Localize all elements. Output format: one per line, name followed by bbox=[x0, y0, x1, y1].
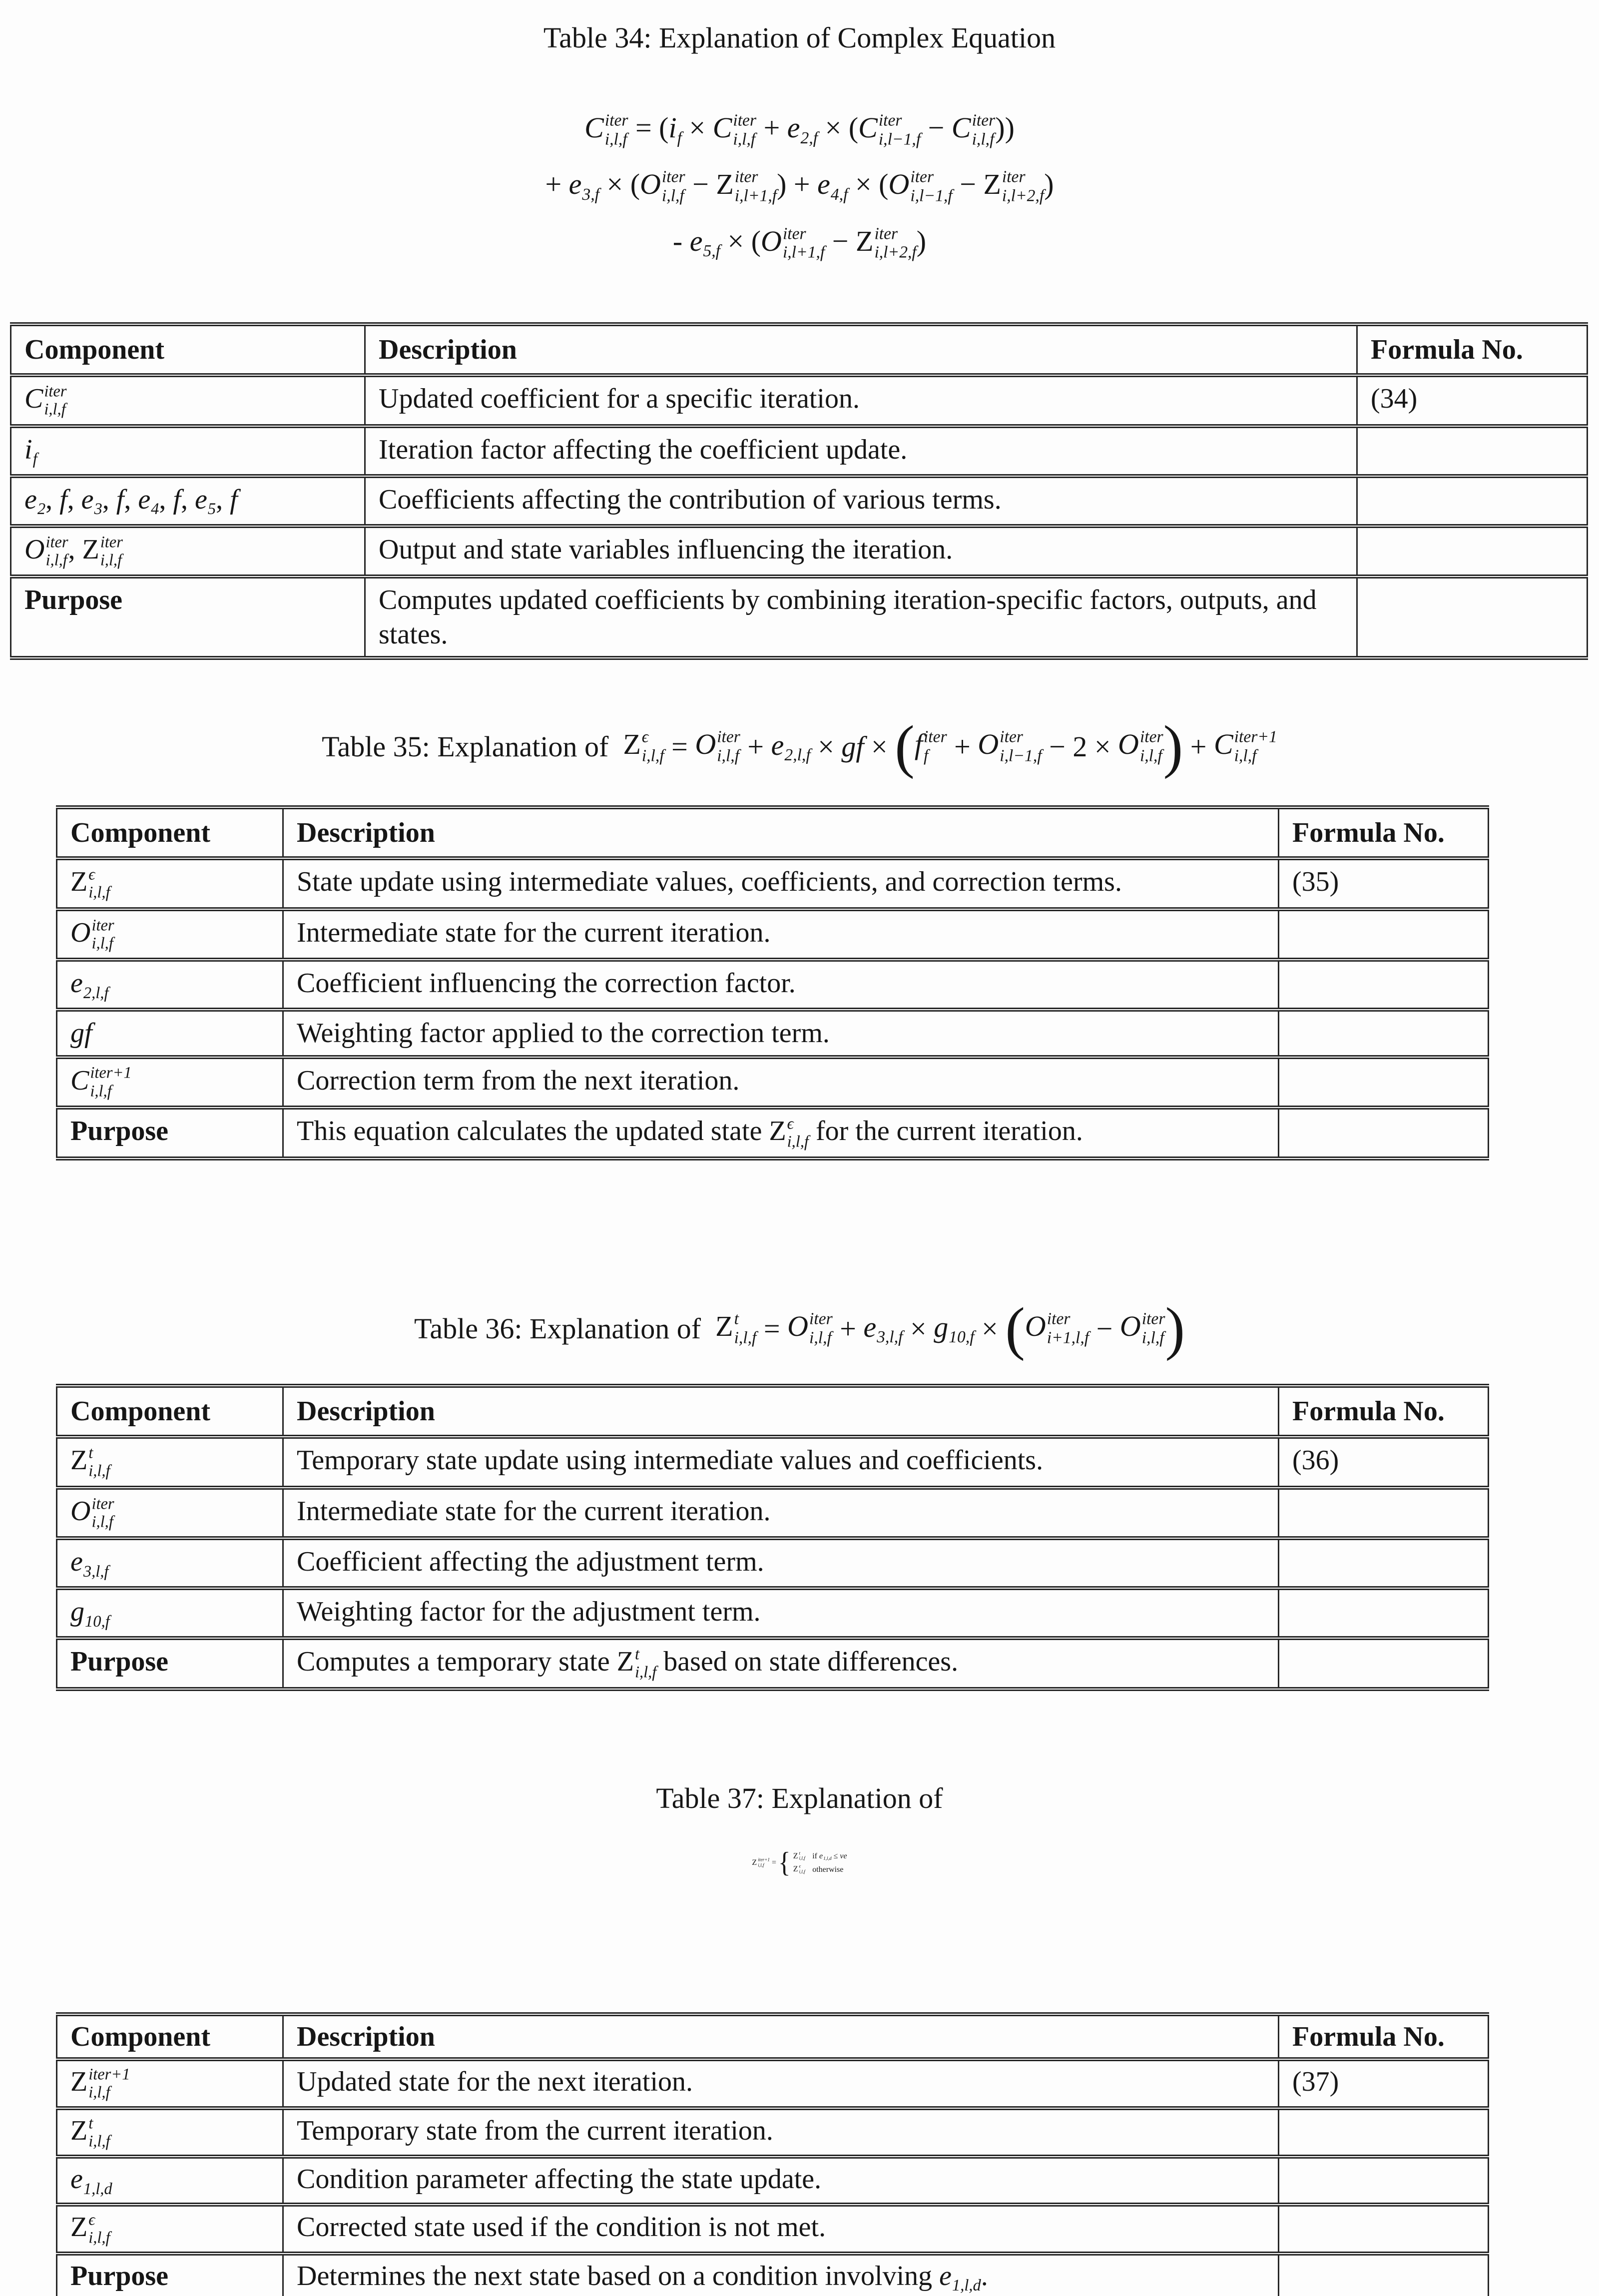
table-row bbox=[57, 1108, 1489, 1158]
math-symbol: O iter i,l,f bbox=[1119, 1309, 1165, 1347]
math-symbol: Z iter i,l,f bbox=[82, 533, 123, 570]
math-symbol: C iter+1 i,l,f bbox=[1213, 727, 1277, 765]
formula-cell: (34) bbox=[1357, 375, 1588, 426]
math-symbol: Z ϵ i,l,f bbox=[70, 2211, 110, 2248]
description-cell: Iteration factor affecting the coefficient update. bbox=[365, 426, 1357, 476]
component-cell: $e_2$, f, $e_3$, f, $e_4$, f, $e_5$, f bbox=[11, 476, 365, 526]
left-brace: { bbox=[778, 1846, 791, 1879]
description-cell: Output and state variables influencing the iteration. bbox=[365, 526, 1357, 577]
formula-cell bbox=[1279, 1108, 1489, 1158]
description-cell: Weighting factor applied to the correction term. bbox=[283, 1010, 1279, 1057]
math-symbol: C iter i,l,f bbox=[584, 111, 628, 149]
table34-caption: Table 34: Explanation of Complex Equation bbox=[543, 21, 1056, 54]
component-cell bbox=[57, 1538, 283, 1588]
header-description: Description bbox=[365, 324, 1357, 375]
table-row bbox=[57, 858, 1489, 909]
description-cell: Temporary state from the current iteration. bbox=[283, 2108, 1279, 2157]
math-symbol: Z iter+1 i,l,f bbox=[70, 2065, 130, 2102]
math-symbol: $e_{2,l,f}$ bbox=[771, 728, 811, 765]
math-symbol: Z iter+1 i,l,f bbox=[752, 1857, 770, 1868]
math-symbol: O iter i,l,f bbox=[695, 727, 740, 765]
header-row bbox=[57, 2014, 1489, 2059]
header-row bbox=[57, 1386, 1489, 1437]
math-symbol: O iter i,l−1,f bbox=[978, 727, 1042, 765]
math-symbol: $e_2$ bbox=[24, 484, 46, 519]
math-symbol: $e_{3,l,f}$ bbox=[70, 1546, 109, 1581]
header-row bbox=[11, 324, 1588, 375]
header-formula: Formula No. bbox=[1279, 2014, 1489, 2059]
component-cell bbox=[57, 2108, 283, 2157]
table34 bbox=[10, 322, 1588, 660]
math-symbol: $e_5$ bbox=[194, 484, 216, 519]
math-symbol: $e_{3,l,f}$ bbox=[863, 1310, 903, 1347]
component-cell bbox=[57, 2059, 283, 2108]
component-cell bbox=[57, 909, 283, 960]
math-symbol: Z t i,l,f bbox=[793, 1851, 805, 1862]
table34-display-equation bbox=[0, 111, 1599, 281]
header-formula: Formula No. bbox=[1357, 324, 1588, 375]
component-cell: gf bbox=[57, 1010, 283, 1057]
table-body bbox=[57, 858, 1489, 1158]
component-cell: Purpose bbox=[11, 576, 365, 658]
formula-cell bbox=[1279, 1010, 1489, 1057]
table-row bbox=[57, 2108, 1489, 2157]
math-symbol: $g_{10,f}$ bbox=[70, 1596, 110, 1631]
table-row bbox=[57, 1010, 1489, 1057]
math-symbol: O iter i,l,f bbox=[70, 1495, 114, 1531]
description-cell: Coefficients affecting the contribution of various terms. bbox=[365, 476, 1357, 526]
math-symbol: Z ϵ i,l,f bbox=[769, 1115, 809, 1151]
math-symbol: Z ϵ i,l,f bbox=[793, 1864, 805, 1875]
description-cell: Updated coefficient for a specific iteration. bbox=[365, 375, 1357, 426]
math-symbol: C iter i,l−1,f bbox=[858, 111, 921, 149]
math-symbol: $i_f$ bbox=[24, 434, 37, 469]
description-cell: Coefficient influencing the correction factor. bbox=[283, 960, 1279, 1010]
formula-cell: (37) bbox=[1279, 2059, 1489, 2108]
description-cell: Correction term from the next iteration. bbox=[283, 1057, 1279, 1108]
table36 bbox=[56, 1384, 1489, 1691]
math-symbol: C iter i,l,f bbox=[951, 111, 996, 149]
formula-cell bbox=[1279, 1588, 1489, 1638]
math-symbol: $e_3$ bbox=[81, 484, 102, 519]
table-row bbox=[11, 476, 1588, 526]
math-symbol: C iter+1 i,l,f bbox=[70, 1064, 132, 1101]
math-symbol: Z ϵ i,l,f bbox=[623, 727, 664, 765]
formula-cell bbox=[1279, 1488, 1489, 1539]
math-symbol: $e_{3,f}$ bbox=[568, 168, 599, 204]
header-description: Description bbox=[283, 1386, 1279, 1437]
description-cell: Condition parameter affecting the state update. bbox=[283, 2157, 1279, 2205]
formula-cell: (35) bbox=[1279, 858, 1489, 909]
table-header bbox=[57, 807, 1489, 858]
component-cell bbox=[57, 858, 283, 909]
formula-cell bbox=[1279, 2254, 1489, 2296]
formula-cell bbox=[1279, 909, 1489, 960]
table-row bbox=[57, 1057, 1489, 1108]
table-row bbox=[57, 1538, 1489, 1588]
table-header bbox=[57, 2014, 1489, 2059]
math-symbol: O iter i,l,f bbox=[787, 1309, 833, 1347]
math-symbol: $e_{1,l,d}$ bbox=[819, 1851, 832, 1861]
description-cell: This equation calculates the updated state Z ϵ i,l,f for the current iteration. bbox=[283, 1108, 1279, 1158]
description-cell: Computes updated coefficients by combining iteration-specific factors, outputs, and states. bbox=[365, 576, 1357, 658]
math-symbol: $e_{1,l,d}$ bbox=[70, 2164, 112, 2198]
component-cell bbox=[57, 1437, 283, 1488]
description-cell: Coefficient affecting the adjustment term. bbox=[283, 1538, 1279, 1588]
case-row: Z ϵ i,l,f otherwise bbox=[793, 1864, 844, 1875]
description-cell: Intermediate state for the current iteration. bbox=[283, 1488, 1279, 1539]
table36-caption: Table 36: Explanation of Z t i,l,f = O iter i,l,f + $e_{3,l,f}$ × $g_{10,f}$ × ( O iter i+1,l,f − O iter i,l,f ) bbox=[414, 1295, 1185, 1361]
math-symbol: Z iter i,l+1,f bbox=[716, 168, 777, 205]
component-cell bbox=[57, 960, 283, 1010]
formula-cell bbox=[1279, 2205, 1489, 2254]
table-header bbox=[57, 1386, 1489, 1437]
table-row bbox=[57, 2254, 1489, 2296]
component-cell: Purpose bbox=[57, 1638, 283, 1689]
formula-cell bbox=[1279, 2157, 1489, 2205]
equation-line: C iter i,l,f = ($i_f \times C$ iter i,l,f + $e_{2,f} \times (C$ iter i,l−1,f − C iter i,l,f )) bbox=[584, 111, 1015, 149]
table-row bbox=[11, 576, 1588, 658]
formula-cell bbox=[1279, 2108, 1489, 2157]
header-row bbox=[57, 807, 1489, 858]
table37-display-equation bbox=[0, 1846, 1599, 1879]
math-symbol: f iter f bbox=[914, 727, 947, 765]
formula-cell bbox=[1279, 1638, 1489, 1689]
formula-cell bbox=[1357, 476, 1588, 526]
component-cell bbox=[57, 1488, 283, 1539]
table-row bbox=[57, 2059, 1489, 2108]
header-component: Component bbox=[57, 807, 283, 858]
math-symbol: Z t i,l,f bbox=[616, 1645, 657, 1682]
description-cell: Intermediate state for the current iteration. bbox=[283, 909, 1279, 960]
component-cell: Purpose bbox=[57, 1108, 283, 1158]
header-description: Description bbox=[283, 2014, 1279, 2059]
formula-cell bbox=[1357, 426, 1588, 476]
table-row bbox=[57, 2205, 1489, 2254]
formula-cell bbox=[1357, 576, 1588, 658]
description-cell: Computes a temporary state Z t i,l,f based on state differences. bbox=[283, 1638, 1279, 1689]
math-symbol: Z t i,l,f bbox=[715, 1309, 757, 1347]
table-row bbox=[11, 526, 1588, 577]
component-cell bbox=[57, 1588, 283, 1638]
math-symbol: $e_4$ bbox=[138, 484, 159, 519]
math-symbol: $e_{2,l,f}$ bbox=[70, 968, 109, 1002]
math-symbol: O iter i+1,l,f bbox=[1025, 1309, 1089, 1347]
header-formula: Formula No. bbox=[1279, 1386, 1489, 1437]
description-cell: Corrected state used if the condition is not met. bbox=[283, 2205, 1279, 2254]
math-symbol: C iter i,l,f bbox=[712, 111, 757, 149]
table37 bbox=[56, 2012, 1489, 2296]
math-symbol: O iter i,l−1,f bbox=[888, 168, 953, 205]
math-symbol: O iter i,l,f bbox=[1118, 727, 1163, 765]
table-row bbox=[11, 426, 1588, 476]
math-symbol: $e_{4,f}$ bbox=[817, 168, 848, 204]
description-cell: Determines the next state based on a condition involving $e_{1,l,d}$. bbox=[283, 2254, 1279, 2296]
table-row bbox=[57, 1488, 1489, 1539]
table-body bbox=[11, 375, 1588, 658]
math-symbol: C iter i,l,f bbox=[24, 382, 67, 419]
header-formula: Formula No. bbox=[1279, 807, 1489, 858]
header-component: Component bbox=[11, 324, 365, 375]
component-cell bbox=[57, 2205, 283, 2254]
table35 bbox=[56, 805, 1489, 1160]
formula-cell bbox=[1279, 960, 1489, 1010]
table-row bbox=[57, 960, 1489, 1010]
math-symbol: $g_{10,f}$ bbox=[934, 1310, 975, 1347]
math-symbol: Z iter i,l+2,f bbox=[856, 224, 917, 262]
math-symbol: Z t i,l,f bbox=[70, 2114, 110, 2151]
component-cell bbox=[11, 426, 365, 476]
component-cell bbox=[57, 2157, 283, 2205]
math-symbol: O iter i,l,f bbox=[640, 168, 685, 205]
component-cell: Purpose bbox=[57, 2254, 283, 2296]
equation-line: + $e_{3,f} \times (O$ iter i,l,f − Z iter i,l+1,f ) + $e_{4,f} \times (O$ iter i,l−1,f − Z iter i,l+2,f ) bbox=[545, 168, 1054, 205]
header-component: Component bbox=[57, 2014, 283, 2059]
component-cell bbox=[11, 375, 365, 426]
table-row bbox=[57, 909, 1489, 960]
table-body bbox=[57, 2059, 1489, 2296]
header-description: Description bbox=[283, 807, 1279, 858]
math-symbol: O iter i,l+1,f bbox=[761, 224, 825, 262]
table-row bbox=[57, 2157, 1489, 2205]
formula-cell bbox=[1279, 1538, 1489, 1588]
table-row bbox=[57, 1638, 1489, 1689]
description-cell: Temporary state update using intermediate values and coefficients. bbox=[283, 1437, 1279, 1488]
math-symbol: O iter i,l,f bbox=[70, 916, 114, 953]
math-symbol: Z t i,l,f bbox=[70, 1444, 110, 1481]
formula-cell bbox=[1357, 526, 1588, 577]
math-symbol: $e_{1,l,d}$ bbox=[939, 2260, 981, 2295]
component-cell: O iter i,l,f , Z iter i,l,f bbox=[11, 526, 365, 577]
table-header bbox=[11, 324, 1588, 375]
formula-cell: (36) bbox=[1279, 1437, 1489, 1488]
description-cell: State update using intermediate values, coefficients, and correction terms. bbox=[283, 858, 1279, 909]
description-cell: Updated state for the next iteration. bbox=[283, 2059, 1279, 2108]
math-symbol: $i_f$ bbox=[668, 111, 682, 147]
description-cell: Weighting factor for the adjustment term. bbox=[283, 1588, 1279, 1638]
table35-caption: Table 35: Explanation of Z ϵ i,l,f = O iter i,l,f + $e_{2,l,f}$ × gf × ( f iter f + O iter i,l−1,f − 2 × O iter i,l,f ) + C iter+1 i,l,f bbox=[322, 713, 1277, 779]
math-symbol: Z iter i,l+2,f bbox=[983, 168, 1045, 205]
table-row bbox=[57, 1437, 1489, 1488]
math-symbol: $e_{5,f}$ bbox=[689, 224, 721, 261]
equation-line: - $e_{5,f} \times (O$ iter i,l+1,f − Z iter i,l+2,f ) bbox=[672, 224, 927, 262]
case-row: Z t i,l,f if $e_{1,l,d}$ ≤ ve bbox=[793, 1851, 847, 1862]
math-symbol: $e_{2,f}$ bbox=[787, 111, 818, 147]
table-row bbox=[11, 375, 1588, 426]
table-row bbox=[57, 1588, 1489, 1638]
formula-cell bbox=[1279, 1057, 1489, 1108]
math-symbol: Z ϵ i,l,f bbox=[70, 865, 110, 902]
math-symbol: O iter i,l,f bbox=[24, 533, 68, 570]
equation-line: Z iter+1 i,l,f = { Z t i,l,f if $e_{1,l,d}$ ≤ ve Z ϵ i,l,f otherwise bbox=[752, 1846, 847, 1879]
cases-expression bbox=[778, 1846, 847, 1879]
component-cell bbox=[57, 1057, 283, 1108]
table37-caption: Table 37: Explanation of bbox=[656, 1782, 943, 1814]
header-component: Component bbox=[57, 1386, 283, 1437]
table-body bbox=[57, 1437, 1489, 1689]
